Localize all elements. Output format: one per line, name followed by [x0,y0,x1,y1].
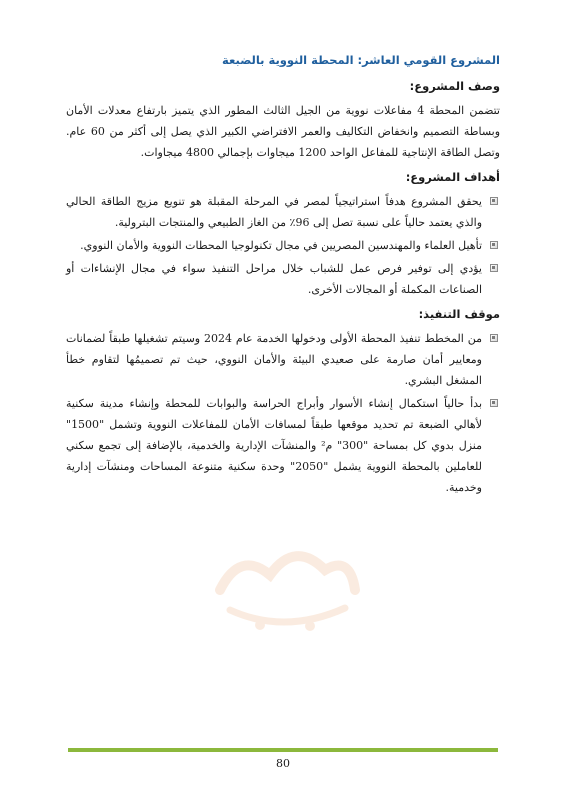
list-item [66,191,500,233]
list-item [66,328,500,391]
page-title: المشروع القومي العاشر: المحطة النووية بالضبعة [222,53,500,67]
page-content [66,52,500,504]
list-item [66,393,500,498]
status-heading: موقف التنفيذ: [418,307,500,321]
checkbox-bullet-icon [490,197,498,205]
list-item-text: يؤدي إلى توفير فرص عمل للشباب خلال مراحل التنفيذ سواء في مجال الإنشاءات أو الصناعات المكملة أو المجالات الأخرى. [66,262,482,296]
checkbox-bullet-icon [490,264,498,272]
checkbox-bullet-icon [490,334,498,342]
footer-rule [68,748,498,752]
description-paragraph: تتضمن المحطة 4 مفاعلات نووية من الجيل الثالث المطور الذي يتميز بارتفاع معدلات الأمان وبساطة التصميم وانخفاض التكاليف والعمر الافتراضي الكبير الذي يصل إلى أكثر من 60 عام. وتصل الطاقة الإنتاجية للمفاعل الواحد 1200 ميجاوات بإجمالي 4800 ميجاوات. [66,104,501,159]
list-item-text: بدأ حالياً استكمال إنشاء الأسوار وأبراج الحراسة والبوابات للمحطة وإنشاء مدينة سكنية لأهالي الضبعة تم تحديد موقعها طبقاً لمسافات الأمان للمفاعلات النووية وتشمل "1500" منزل بدوي كل بمساحة "300" م² والمنشآت الإدارية والخدمية، بالإضافة إلى تجمع سكني للعاملين بالمحطة النووية يشمل "2050" وحدة سكنية متنوعة المساحات ومنشآت إدارية وخدمية. [66,397,482,494]
description-heading: وصف المشروع: [409,79,500,93]
page-number: 80 [276,757,290,770]
list-item-text: يحقق المشروع هدفاً استراتيجياً لمصر في المرحلة المقبلة هو تنويع مزيج الطاقة الحالي والذي يعتمد حالياً على نسبة تصل إلى 96٪ من الغاز الطبيعي والمنتجات البترولية. [66,195,482,229]
list-item [66,235,500,256]
list-item-text: من المخطط تنفيذ المحطة الأولى ودخولها الخدمة عام 2024 وسيتم تشغيلها طبقاً لضمانات ومعايير أمان صارمة على صعيدي البيئة والأمان النووي، حيث تم تصميمُها لتقاوم خطأ المشغل البشري. [66,332,483,387]
objectives-heading: أهداف المشروع: [405,170,500,184]
checkbox-bullet-icon [490,399,498,407]
checkbox-bullet-icon [490,241,498,249]
watermark-logo-icon [200,530,370,640]
objectives-list [66,191,500,300]
status-list [66,328,500,498]
list-item-text: تأهيل العلماء والمهندسين المصريين في مجال تكنولوجيا المحطات النووية والأمان النووي. [80,239,482,252]
list-item [66,258,500,300]
